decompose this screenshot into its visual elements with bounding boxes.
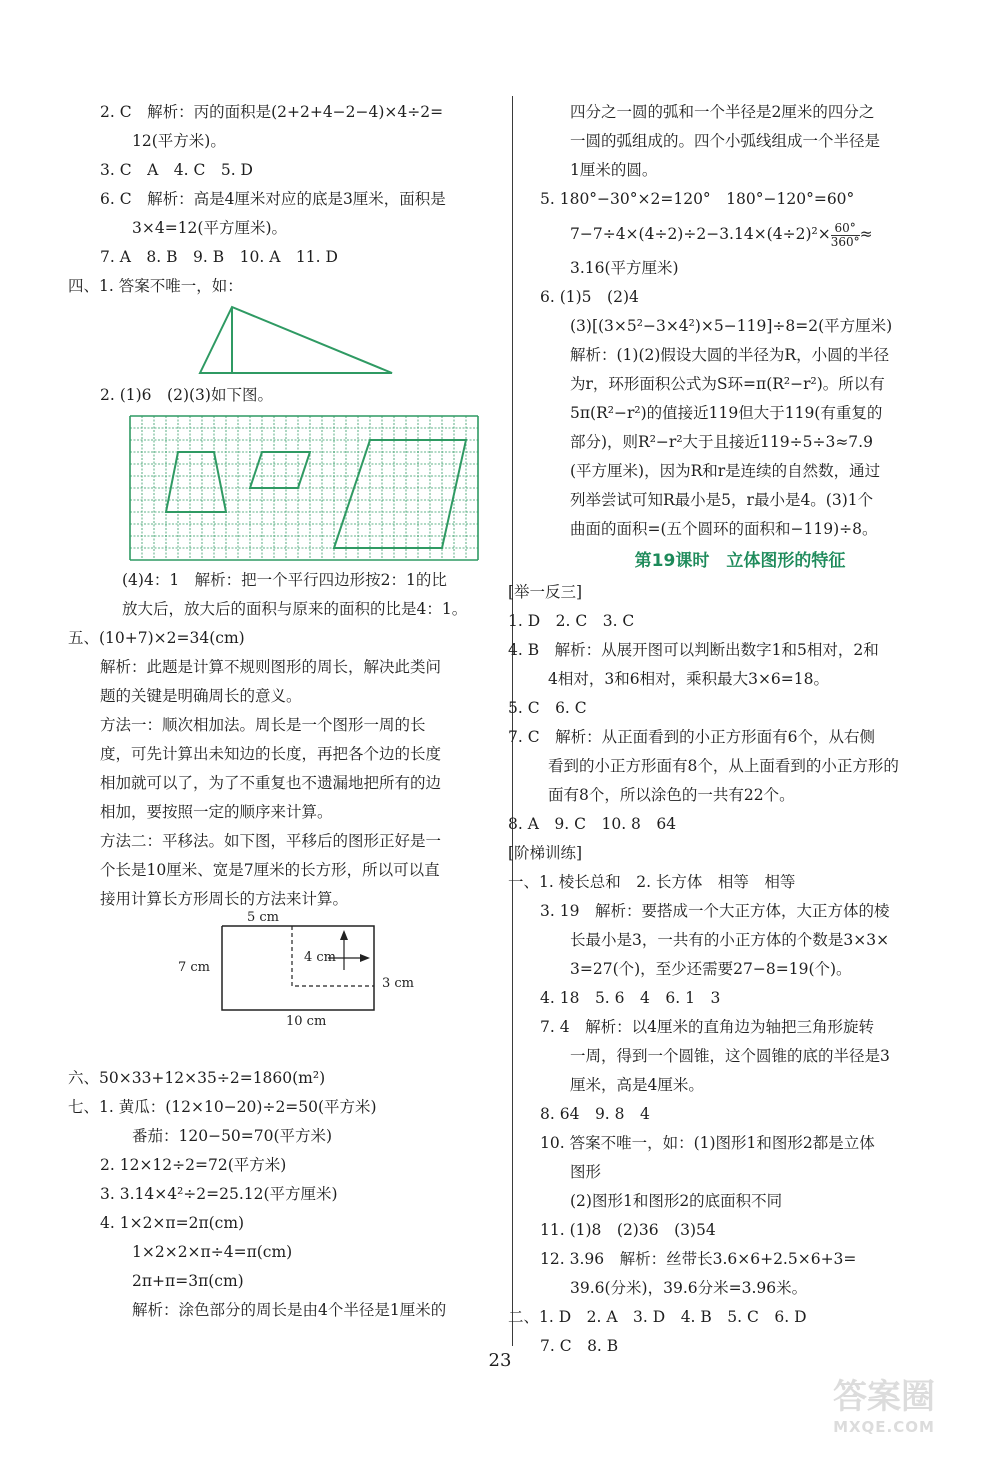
answer-line: 厘米，高是4厘米。 [570, 1076, 704, 1094]
label-5cm: 5 cm [247, 910, 280, 925]
answer-line: 度，可先计算出未知边的长度，再把各个边的长度 [100, 745, 442, 763]
answer-line: 番茄：120−50=70(平方米) [132, 1127, 333, 1145]
answer-line: 一圆的弧组成的。四个小弧线组成一个半径是 [570, 132, 881, 150]
answer-line: (4)4：1 解析：把一个平行四边形按2：1的比 [122, 571, 447, 589]
answer-line: 12(平方米)。 [132, 132, 226, 150]
answer-line: 面有8个，所以涂色的一共有22个。 [548, 786, 795, 804]
answer-line: 四分之一圆的弧和一个半径是2厘米的四分之 [570, 103, 875, 121]
label-10cm: 10 cm [286, 1014, 327, 1029]
answer-line: 2. 12×12÷2=72(平方米) [100, 1156, 287, 1174]
lesson-title: 第19课时 立体图形的特征 [634, 551, 846, 571]
large-parallelogram [334, 440, 466, 548]
answer-line: 6. C 解析：高是4厘米对应的底是3厘米，面积是 [100, 190, 446, 208]
answer-line: 2. (1)6 (2)(3)如下图。 [100, 386, 273, 404]
answer-line: 3. 3.14×4²÷2=25.12(平方厘米) [100, 1185, 338, 1203]
answer-line: 2. C 解析：丙的面积是(2+2+4−2−4)×4÷2= [100, 103, 444, 121]
answer-line: 1厘米的圆。 [570, 161, 658, 179]
answer-line: 相加就可以了，为了不重复也不遗漏地把所有的边 [100, 774, 442, 792]
section-4-heading: 四、1. 答案不唯一，如： [68, 277, 243, 295]
answer-line: 解析：此题是计算不规则图形的周长，解决此类问 [100, 658, 442, 676]
answer-line: 列举尝试可知R最小是5，r最小是4。(3)1个 [570, 491, 874, 509]
label-4cm: 4 cm [304, 950, 337, 965]
answer-line: 图形 [570, 1163, 602, 1181]
answer-line-fraction [540, 214, 940, 254]
subsection-heading: [阶梯训练] [508, 844, 583, 862]
triangle-svg [92, 301, 492, 381]
answer-line: 一周，得到一个圆锥，这个圆锥的底的半径是3 [570, 1047, 890, 1065]
small-parallelogram [250, 452, 310, 488]
rectangle-figure [92, 910, 492, 1064]
grid-svg [92, 410, 492, 566]
section-5-heading: 五、(10+7)×2=34(cm) [68, 629, 245, 647]
answer-line: 解析：涂色部分的周长是由4个半径是1厘米的 [132, 1301, 447, 1319]
right-column [508, 98, 940, 1361]
answer-line: 3×4=12(平方厘米)。 [132, 219, 288, 237]
answer-line: 7. 4 解析：以4厘米的直角边为轴把三角形旋转 [540, 1018, 874, 1036]
rectangle-svg [92, 914, 492, 1064]
answer-line: 曲面的面积=(五个圆环的面积和−119)÷8。 [570, 520, 878, 538]
answer-line: 12. 3.96 解析：丝带长3.6×6+2.5×6+3= [540, 1250, 857, 1268]
watermark-logo [820, 1378, 948, 1444]
fraction-denominator: 360° [830, 234, 860, 249]
answer-line: 1. D 2. C 3. C [508, 612, 635, 630]
answer-line: 2π+π=3π(cm) [132, 1272, 244, 1290]
grid-figure [92, 410, 492, 566]
answer-line: 1×2×2×π÷4=π(cm) [132, 1243, 293, 1261]
answer-line: (平方厘米)，因为R和r是连续的自然数，通过 [570, 462, 881, 480]
answer-line: 7. A 8. B 9. B 10. A 11. D [100, 248, 338, 266]
answer-line: 10. 答案不唯一，如：(1)图形1和图形2都是立体 [540, 1134, 875, 1152]
approx-sign: ≈ [859, 225, 873, 243]
answer-line: 6. (1)5 (2)4 [540, 288, 639, 306]
answer-line: 8. 64 9. 8 4 [540, 1105, 650, 1123]
answer-line: 放大后，放大后的面积与原来的面积的比是4：1。 [122, 600, 468, 618]
triangle-figure [92, 301, 492, 381]
subsection-heading: [举一反三] [508, 583, 583, 601]
answer-line: 8. A 9. C 10. 8 64 [508, 815, 677, 833]
answer-line: (3)[(3×5²−3×4²)×5−119]÷8=2(平方厘米) [570, 317, 893, 335]
answer-line: 39.6(分米)，39.6分米=3.96米。 [570, 1279, 808, 1297]
answer-line: 相加，要按照一定的顺序来计算。 [100, 803, 333, 821]
answer-line: 接用计算长方形周长的方法来计算。 [100, 890, 349, 908]
answer-line: 5π(R²−r²)的值接近119但大于119(有重复的 [570, 404, 883, 422]
answer-line: (2)图形1和图形2的底面积不同 [570, 1192, 783, 1210]
watermark-url: MXQE.COM [833, 1418, 935, 1436]
answer-line: 4. 1×2×π=2π(cm) [100, 1214, 245, 1232]
answer-line: 方法二：平移法。如下图，平移后的图形正好是一 [100, 832, 442, 850]
answer-line: 3. 19 解析：要搭成一个大正方体，大正方体的棱 [540, 902, 890, 920]
answer-line: 4相对，3和6相对，乘积最大3×6=18。 [548, 670, 830, 688]
answer-line: 看到的小正方形面有8个，从上面看到的小正方形的 [548, 757, 899, 775]
answer-line: 3=27(个)，至少还需要27−8=19(个)。 [570, 960, 852, 978]
answer-line: 5. C 6. C [508, 699, 587, 717]
answer-line: 一、1. 棱长总和 2. 长方体 相等 相等 [508, 873, 796, 891]
answer-line: 解析：(1)(2)假设大圆的半径为R，小圆的半径 [570, 346, 890, 364]
fraction-numerator: 60° [831, 222, 860, 236]
answer-line: 3. C A 4. C 5. D [100, 161, 253, 179]
answer-line: 方法一：顺次相加法。周长是一个图形一周的长 [100, 716, 426, 734]
answer-line: 5. 180°−30°×2=120° 180°−120°=60° [540, 190, 855, 208]
section-2-heading: 二、1. D 2. A 3. D 4. B 5. C 6. D [508, 1308, 807, 1326]
fraction [831, 222, 860, 249]
page-number: 23 [488, 1350, 512, 1371]
trapezoid-shape [166, 452, 226, 512]
answer-line: 4. B 解析：从展开图可以判断出数字1和5相对，2和 [508, 641, 879, 659]
label-7cm: 7 cm [178, 960, 211, 975]
answer-line: 11. (1)8 (2)36 (3)54 [540, 1221, 716, 1239]
left-column [68, 98, 492, 1325]
answer-line: 7. C 解析：从正面看到的小正方形面有6个，从右侧 [508, 728, 875, 746]
answer-line: 长最小是3，一共有的小正方体的个数是3×3× [570, 931, 890, 949]
outer-rectangle [222, 926, 374, 1010]
triangle-shape [200, 307, 392, 373]
answer-line: 个长是10厘米、宽是7厘米的长方形，所以可以直 [100, 861, 440, 879]
section-7-heading: 七、1. 黄瓜：(12×10−20)÷2=50(平方米) [68, 1098, 377, 1116]
answer-line: 3.16(平方厘米) [570, 259, 679, 277]
formula-part: 7−7÷4×(4÷2)÷2−3.14×(4÷2)²× [570, 225, 831, 243]
watermark-text: 答案圈 [833, 1377, 935, 1417]
answer-line: 为r，环形面积公式为S环=π(R²−r²)。所以有 [570, 375, 885, 393]
answer-line: 部分)，则R²−r²大于且接近119÷5÷3≈7.9 [570, 433, 873, 451]
answer-line: 7. C 8. B [540, 1337, 619, 1355]
section-6-heading: 六、50×33+12×35÷2=1860(m²) [68, 1069, 326, 1087]
label-3cm: 3 cm [382, 976, 415, 991]
arrow-right-head [360, 954, 370, 962]
arrow-up-head [340, 930, 348, 940]
answer-line: 4. 18 5. 6 4 6. 1 3 [540, 989, 721, 1007]
answer-line: 题的关键是明确周长的意义。 [100, 687, 302, 705]
